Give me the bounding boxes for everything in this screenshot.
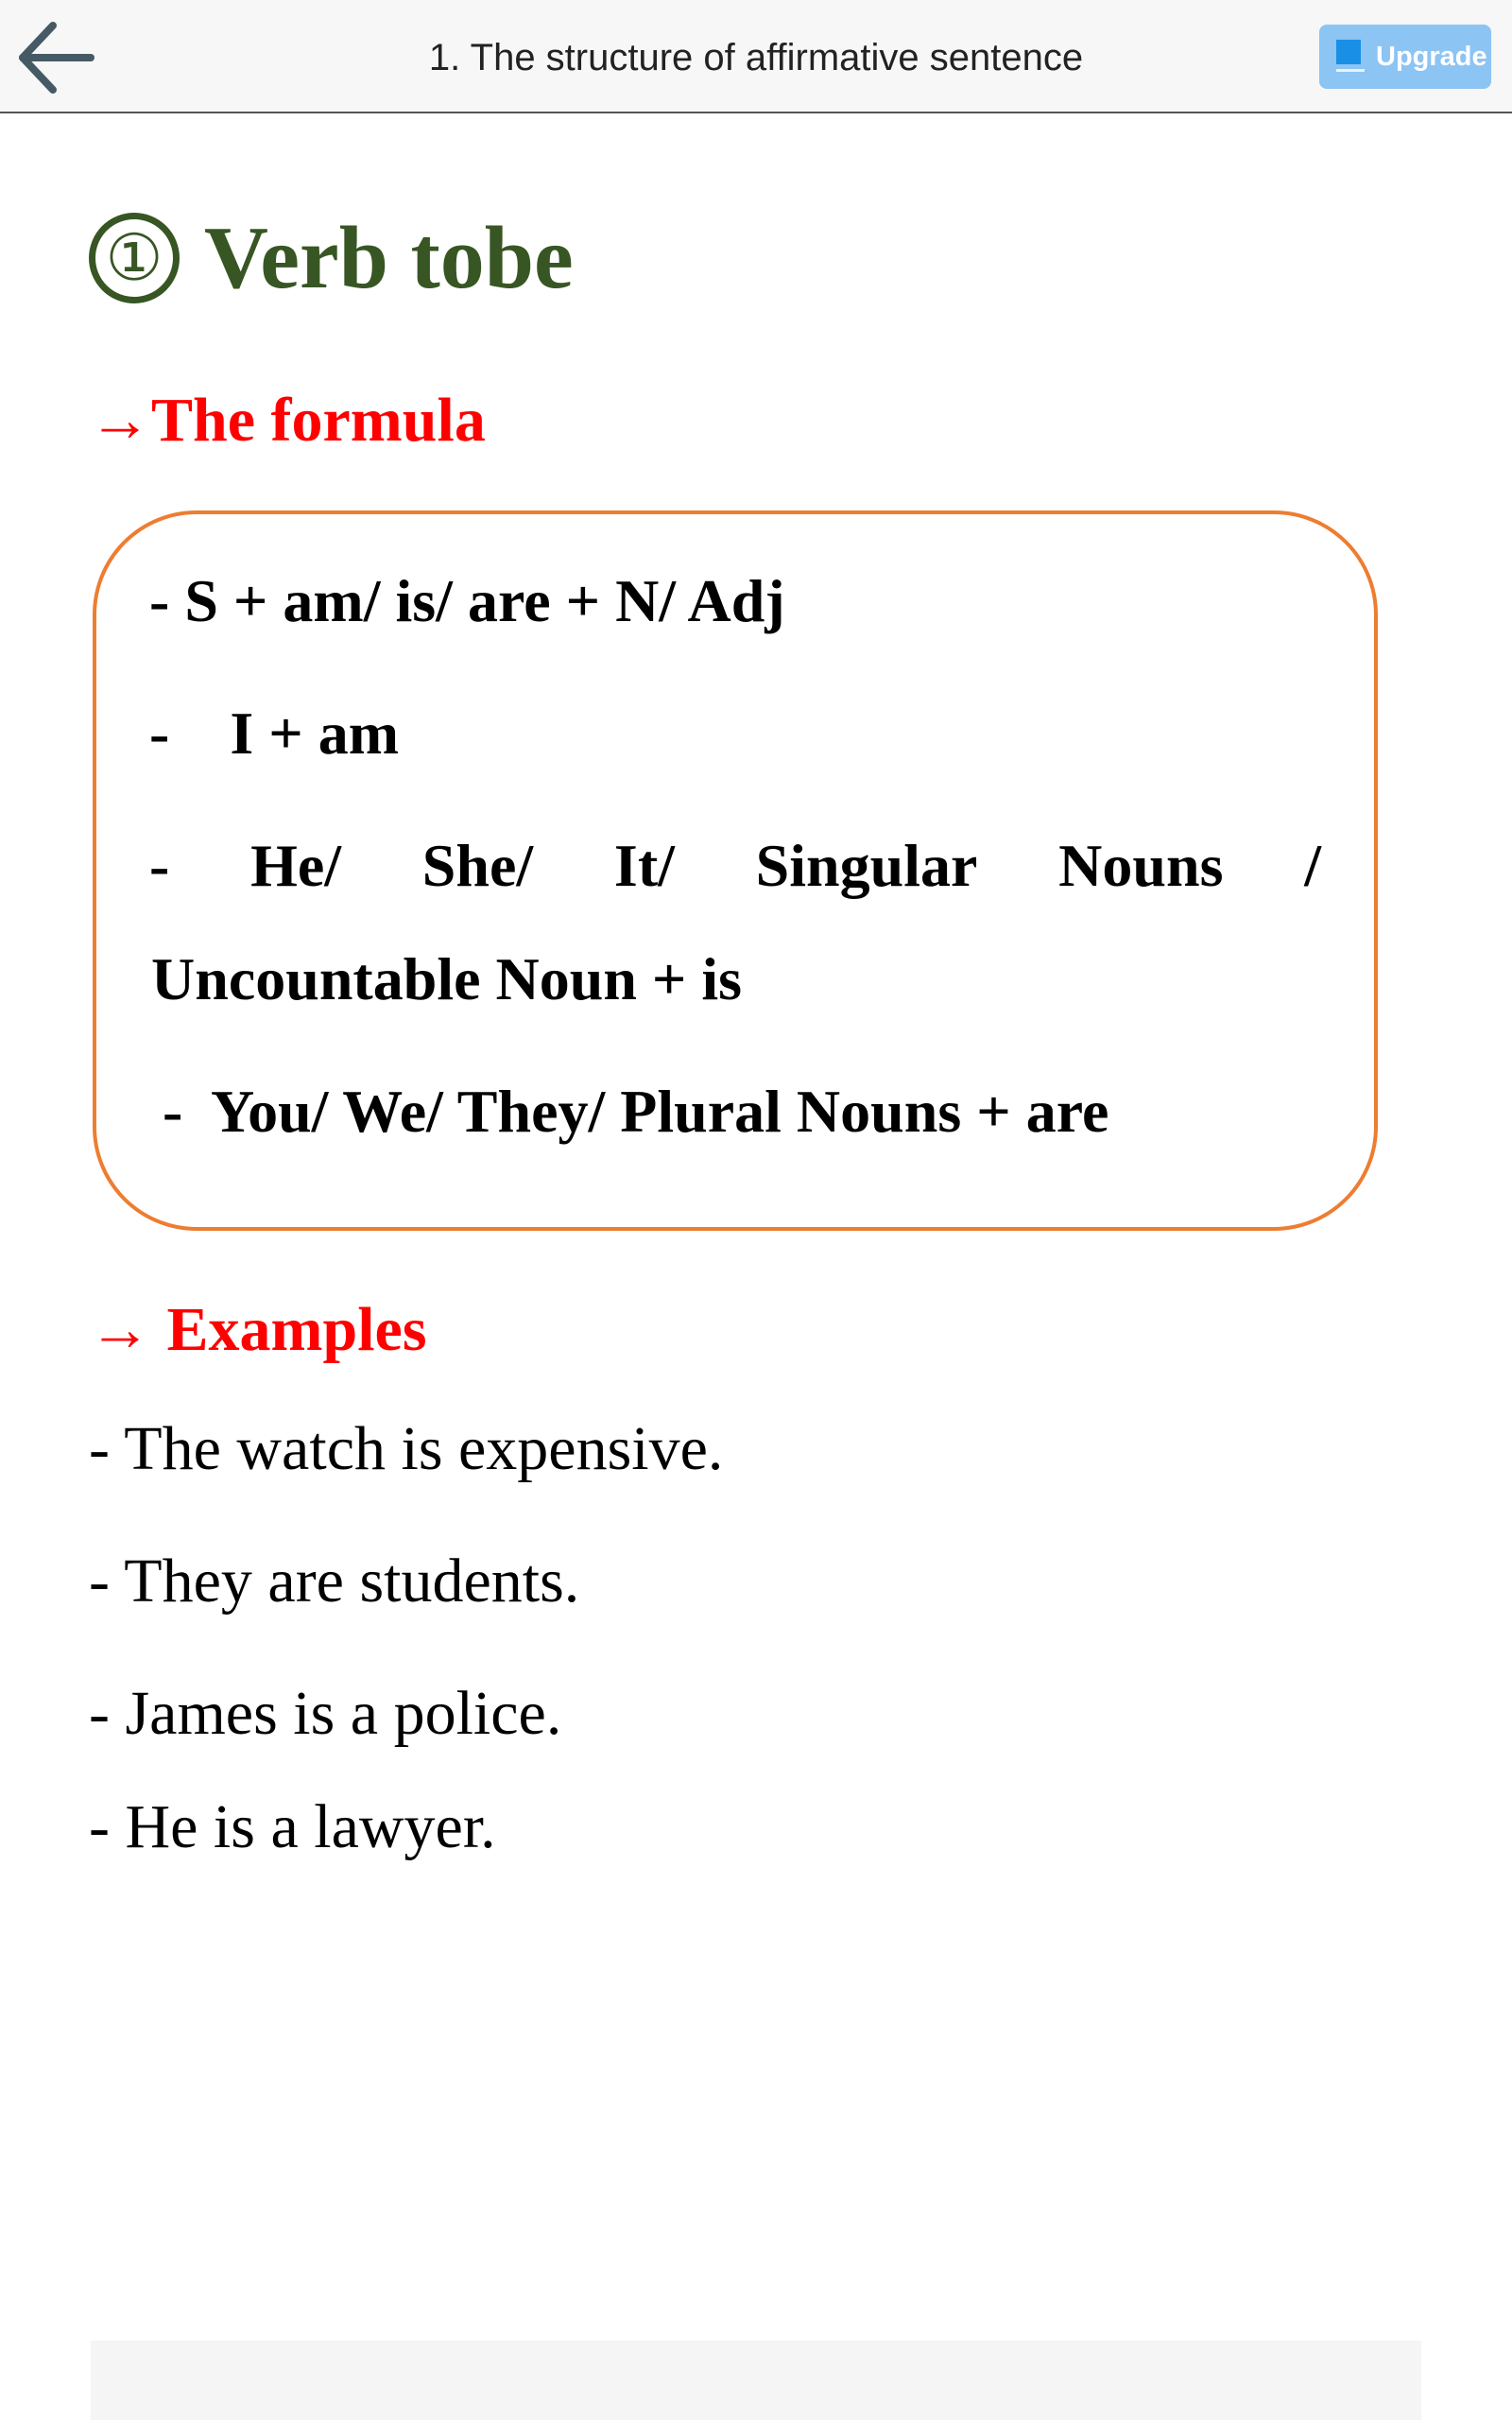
arrow-left-icon (15, 17, 96, 98)
page-title: 1. The structure of affirmative sentence (428, 37, 1084, 78)
upgrade-button[interactable] (1319, 25, 1491, 89)
upgrade-label: Upgrade (1376, 41, 1487, 72)
formula-token: Singular (755, 832, 978, 899)
example-sentence: - They are students. (89, 1547, 580, 1616)
formula-token: / (1304, 832, 1321, 899)
back-button[interactable] (13, 15, 98, 100)
formula-line-5: - You/ We/ They/ Plural Nouns + are (163, 1078, 1109, 1145)
formula-line-3 (149, 832, 1321, 899)
example-sentence: - He is a lawyer. (89, 1792, 496, 1861)
monitor-icon (1336, 40, 1365, 74)
example-sentence: - The watch is expensive. (89, 1414, 724, 1483)
formula-token: Nouns (1058, 832, 1224, 899)
example-sentence: - James is a police. (89, 1679, 562, 1748)
formula-token: It/ (613, 832, 675, 899)
heading-number-badge: ① (89, 213, 180, 303)
examples-label: → Examples (89, 1295, 427, 1364)
formula-label: →The formula (89, 386, 486, 455)
formula-line-2: - I + am (149, 700, 399, 767)
lesson-heading (89, 209, 574, 307)
heading-text: Verb tobe (204, 209, 574, 307)
formula-line-4: Uncountable Noun + is (151, 945, 743, 1012)
formula-token: She/ (421, 832, 534, 899)
formula-token: He/ (250, 832, 342, 899)
top-app-bar (0, 0, 1512, 113)
bottom-panel (91, 2341, 1421, 2420)
formula-token: - (149, 832, 170, 899)
formula-line-1: - S + am/ is/ are + N/ Adj (149, 567, 785, 634)
